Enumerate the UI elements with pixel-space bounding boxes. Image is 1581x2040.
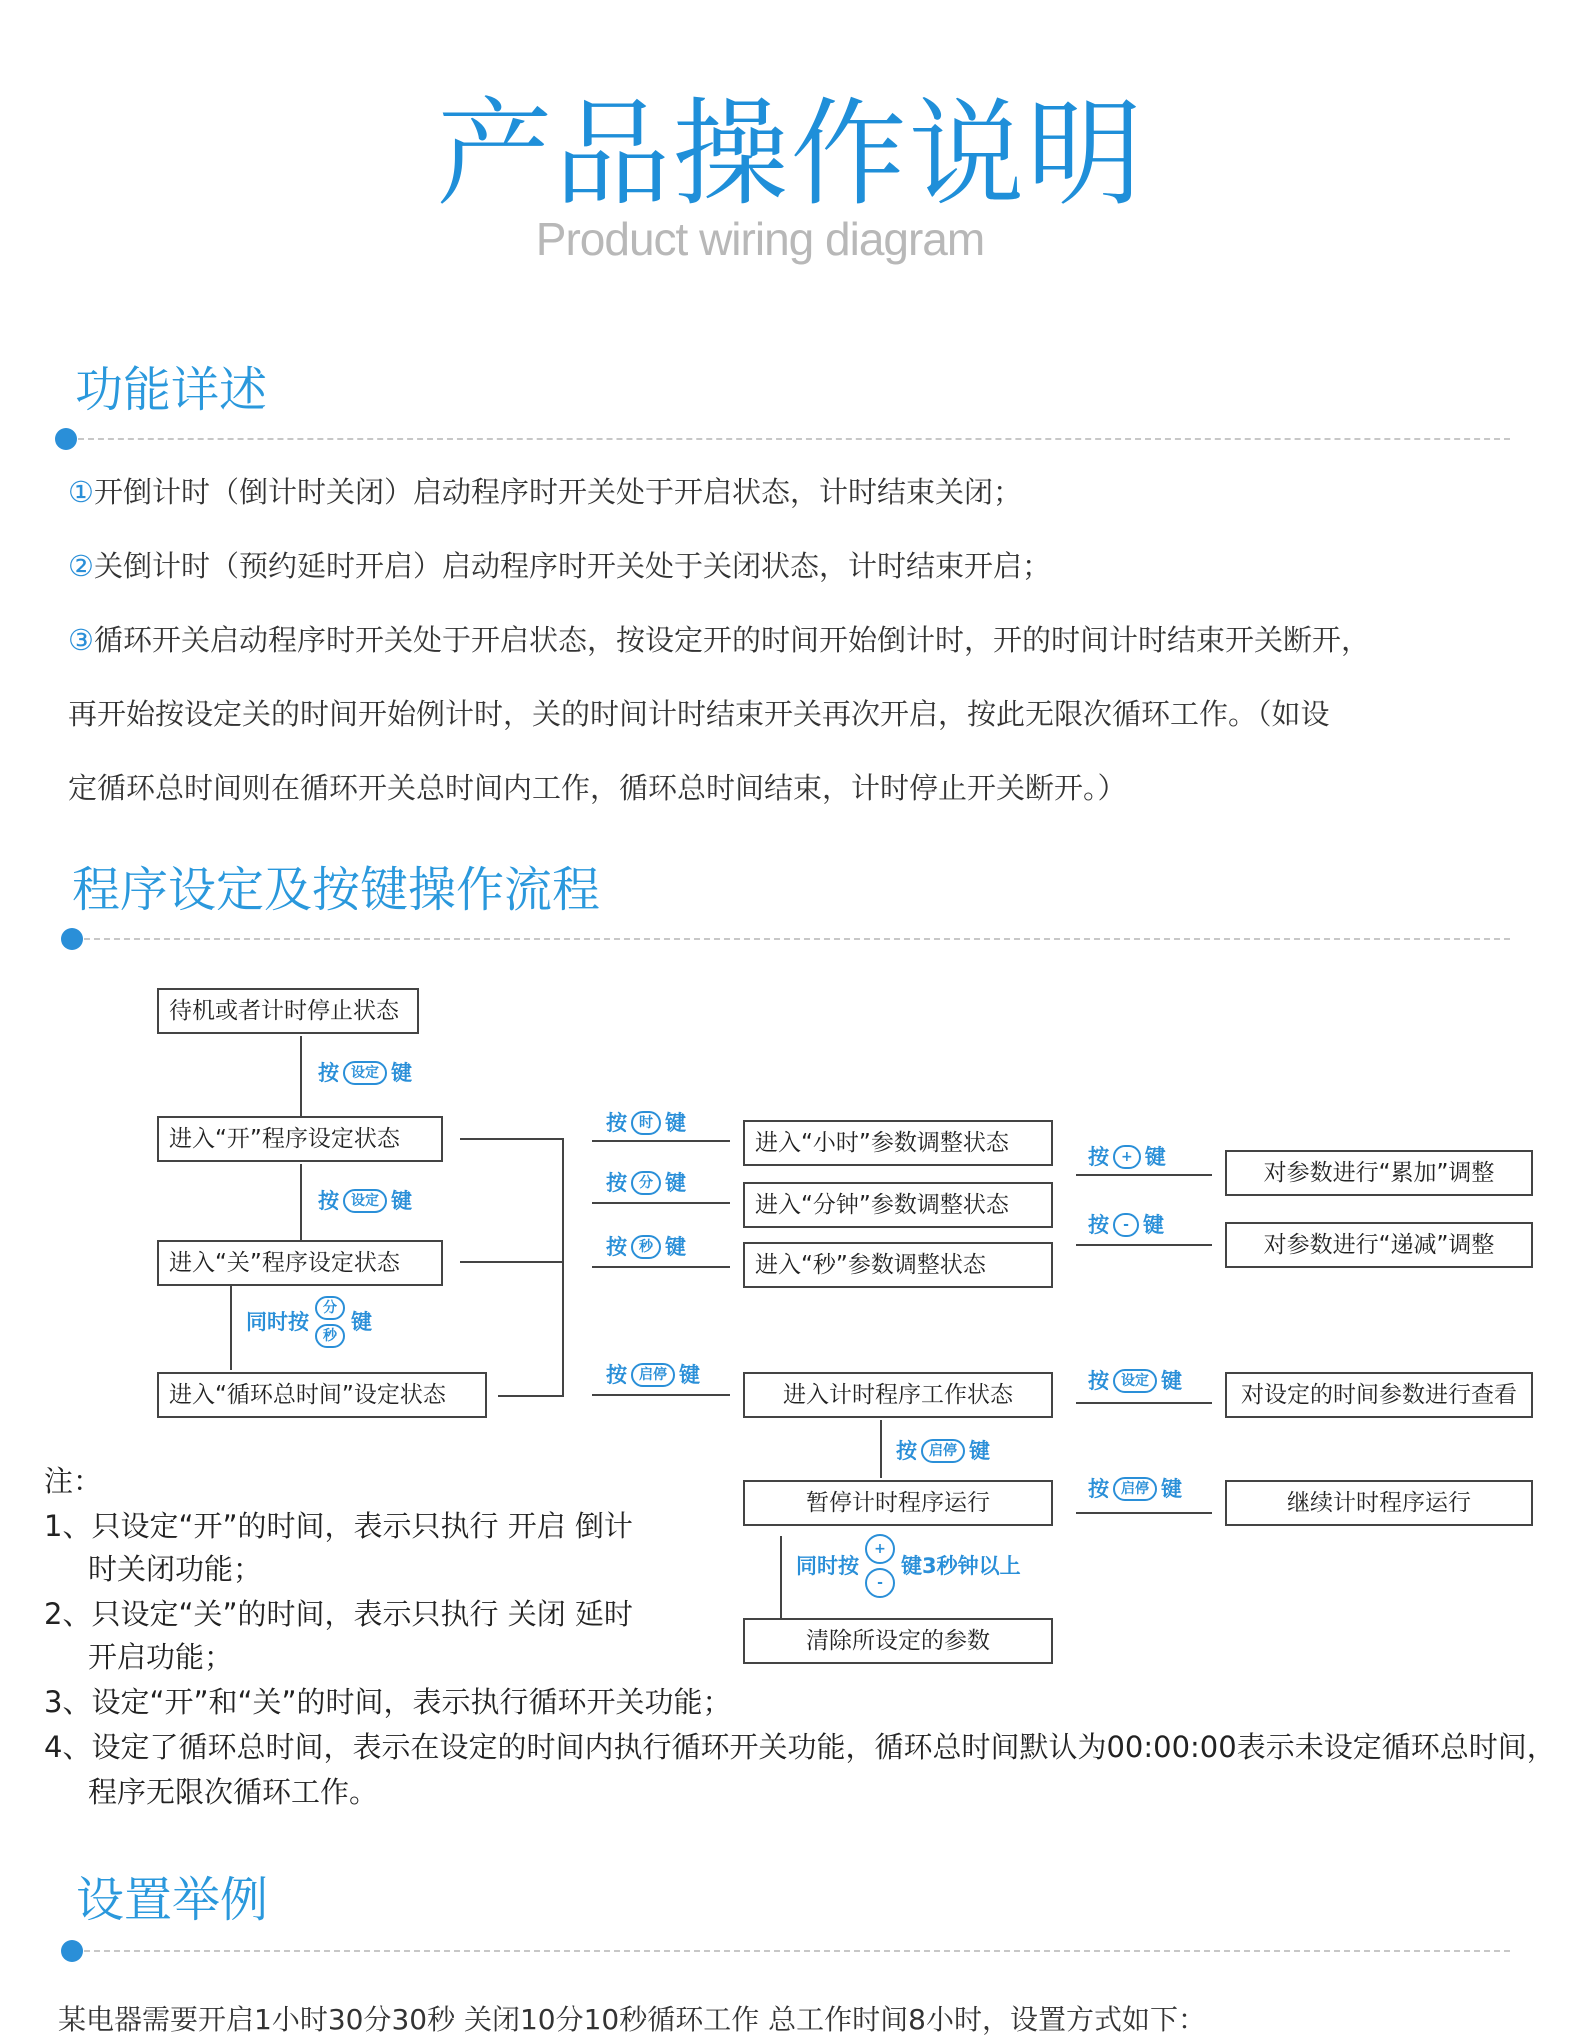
connector-line [300, 1036, 302, 1116]
function-item-1 [68, 472, 1022, 512]
connector-line [1076, 1244, 1212, 1246]
key-label-startstop: 按 启停 键 [896, 1439, 990, 1463]
key-label-startstop: 按 启停 键 [606, 1363, 700, 1387]
item-number: ② [68, 549, 94, 583]
section-dot-icon [61, 1940, 83, 1962]
key-label-minute: 按 分 键 [606, 1171, 686, 1195]
section-dot-icon [61, 928, 83, 950]
startstop-key-icon: 启停 [631, 1363, 675, 1387]
section-dot-icon [55, 428, 77, 450]
connector-line [880, 1420, 882, 1478]
flow-box-clear: 清除所设定的参数 [743, 1618, 1053, 1664]
flow-box-run: 进入计时程序工作状态 [743, 1372, 1053, 1418]
key-label-startstop: 按 启停 键 [1088, 1477, 1182, 1501]
flow-box-on-set: 进入“开”程序设定状态 [157, 1116, 443, 1162]
item-text: 循环开关启动程序时开关处于开启状态，按设定开的时间开始倒计时，开的时间计时结束开关断开， [94, 623, 1371, 657]
notes-heading: 注： [44, 1464, 103, 1498]
function-item-3-cont-1: 再开始按设定关的时间开始例计时，关的时间计时结束开关再次开启，按此无限次循环工作。（如设 [68, 697, 1330, 731]
flow-box-pause: 暂停计时程序运行 [743, 1480, 1053, 1526]
connector-line [498, 1395, 564, 1397]
flow-box-hour-adjust: 进入“小时”参数调整状态 [743, 1120, 1053, 1166]
connector-line [592, 1394, 730, 1396]
connector-line [460, 1261, 564, 1263]
key-label-simul-min-sec: 同时按 分 秒 键 [246, 1296, 372, 1348]
flow-box-view: 对设定的时间参数进行查看 [1225, 1372, 1533, 1418]
section-title-flow: 程序设定及按键操作流程 [72, 862, 601, 918]
section-title-example: 设置举例 [76, 1872, 269, 1928]
connector-line [460, 1138, 564, 1140]
note-line: 4、设定了循环总时间，表示在设定的时间内执行循环开关功能，循环总时间默认为00:00:00表示未设定循环总时间， [44, 1730, 1556, 1764]
item-text: 开倒计时（倒计时关闭）启动程序时开关处于开启状态，计时结束关闭； [94, 475, 1023, 509]
flow-box-total-set: 进入“循环总时间”设定状态 [157, 1372, 487, 1418]
second-key-icon: 秒 [315, 1324, 345, 1348]
key-label-simul-plus-minus: 同时按 + - 键3秒钟以上 [796, 1534, 1021, 1598]
connector-line [592, 1266, 730, 1268]
flow-box-decrement: 对参数进行“递减”调整 [1225, 1222, 1533, 1268]
connector-line [592, 1140, 730, 1142]
flow-box-second-adjust: 进入“秒”参数调整状态 [743, 1242, 1053, 1288]
plus-key-icon: + [865, 1534, 895, 1564]
connector-line [300, 1164, 302, 1240]
flow-box-minute-adjust: 进入“分钟”参数调整状态 [743, 1182, 1053, 1228]
key-label-plus: 按 + 键 [1088, 1145, 1166, 1169]
key-label-minus: 按 - 键 [1088, 1213, 1164, 1237]
set-key-icon: 设定 [343, 1189, 387, 1213]
page-subtitle: Product wiring diagram [535, 213, 985, 265]
connector-line [1076, 1402, 1212, 1404]
plus-key-icon: + [1113, 1145, 1141, 1169]
connector-line [562, 1138, 564, 1396]
note-line: 2、只设定“关”的时间，表示只执行 关闭 延时 [44, 1597, 633, 1631]
example-text: 某电器需要开启1小时30分30秒 关闭10分10秒循环工作 总工作时间8小时，设置方式如下： [58, 2003, 1206, 2036]
item-text: 关倒计时（预约延时开启）启动程序时开关处于关闭状态，计时结束开启； [94, 549, 1052, 583]
item-number: ① [68, 475, 94, 509]
note-line: 时关闭功能； [88, 1552, 263, 1586]
set-key-icon: 设定 [343, 1061, 387, 1085]
second-key-icon: 秒 [631, 1235, 661, 1259]
minute-key-icon: 分 [631, 1171, 661, 1195]
flow-box-resume: 继续计时程序运行 [1225, 1480, 1533, 1526]
note-line: 3、设定“开”和“关”的时间，表示执行循环开关功能； [44, 1685, 732, 1719]
section-title-functions: 功能详述 [75, 362, 268, 418]
key-label-set: 按 设定 键 [318, 1189, 412, 1213]
set-key-icon: 设定 [1113, 1369, 1157, 1393]
flow-box-increment: 对参数进行“累加”调整 [1225, 1150, 1533, 1196]
key-label-second: 按 秒 键 [606, 1235, 686, 1259]
flow-box-standby: 待机或者计时停止状态 [157, 988, 419, 1034]
minute-key-icon: 分 [315, 1296, 345, 1320]
note-line: 1、只设定“开”的时间，表示只执行 开启 倒计 [44, 1509, 633, 1543]
minus-key-icon: - [865, 1568, 895, 1598]
item-number: ③ [68, 623, 94, 657]
connector-line [780, 1536, 782, 1618]
section-divider [84, 1950, 1510, 1952]
page-title: 产品操作说明 [436, 87, 1145, 222]
minus-key-icon: - [1113, 1213, 1139, 1237]
connector-line [230, 1286, 232, 1370]
function-item-2 [68, 546, 1051, 586]
flow-box-off-set: 进入“关”程序设定状态 [157, 1240, 443, 1286]
startstop-key-icon: 启停 [921, 1439, 965, 1463]
key-label-hour: 按 时 键 [606, 1111, 686, 1135]
key-label-set: 按 设定 键 [1088, 1369, 1182, 1393]
section-divider [84, 938, 1510, 940]
note-line: 程序无限次循环工作。 [88, 1775, 379, 1809]
function-item-3 [68, 620, 1370, 660]
connector-line [1076, 1174, 1212, 1176]
function-item-3-cont-2: 定循环总时间则在循环开关总时间内工作，循环总时间结束，计时停止开关断开。） [68, 771, 1127, 805]
connector-line [1076, 1512, 1212, 1514]
startstop-key-icon: 启停 [1113, 1477, 1157, 1501]
connector-line [592, 1202, 730, 1204]
section-divider [78, 438, 1510, 440]
hour-key-icon: 时 [631, 1111, 661, 1135]
note-line: 开启功能； [88, 1640, 234, 1674]
key-label-set: 按 设定 键 [318, 1061, 412, 1085]
